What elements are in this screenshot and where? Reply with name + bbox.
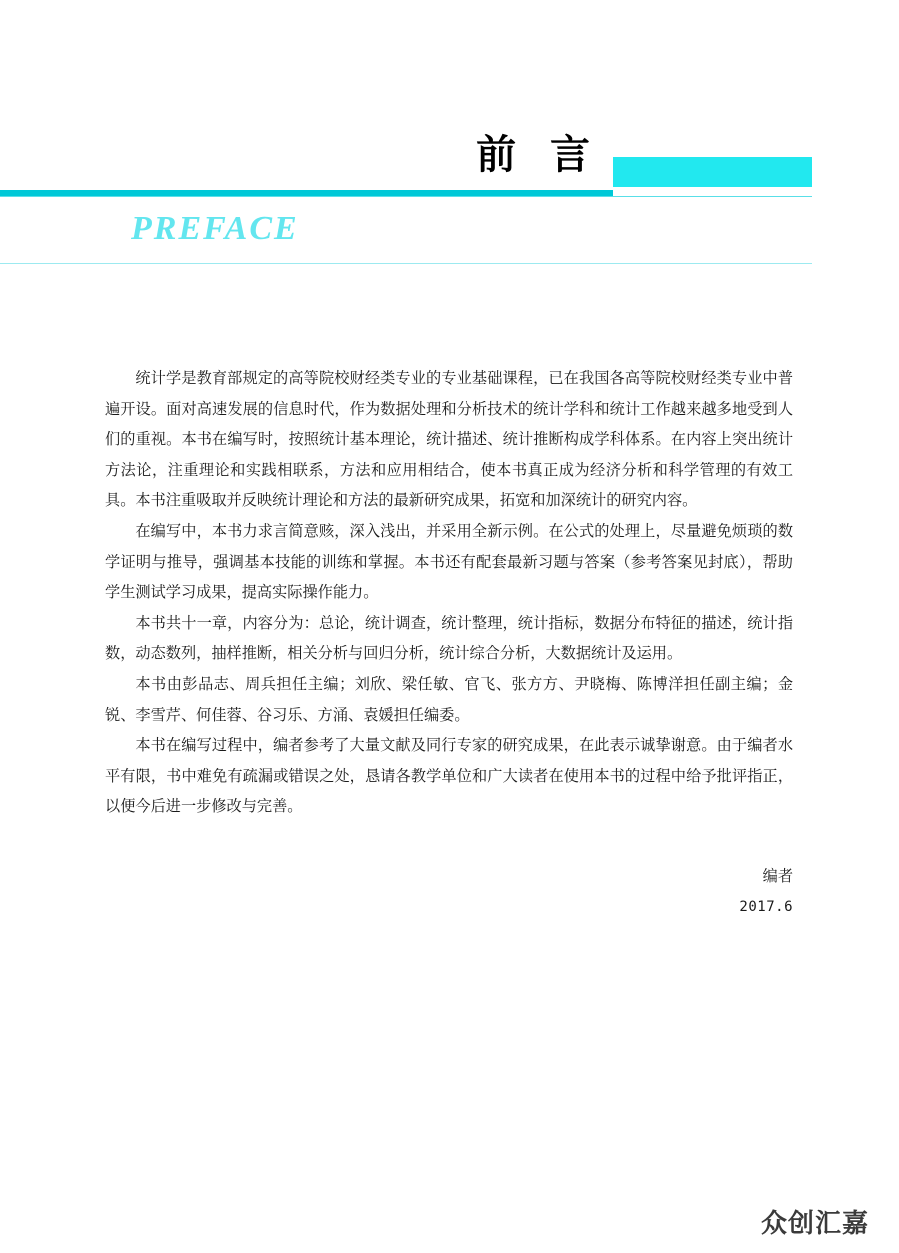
watermark-logo: 众创汇嘉 [760, 1209, 869, 1239]
paragraph-2: 在编写中，本书力求言简意赅，深入浅出，并采用全新示例。在公式的处理上，尽量避免烦琐的数学证明与推导，强调基本技能的训练和掌握。本书还有配套最新习题与答案（参考答案见封底），帮助学生测试学习成果，提高实际操作能力。 [105, 521, 793, 602]
paragraph-4: 本书由彭品志、周兵担任主编；刘欣、梁任敏、官飞、张方方、尹晓梅、陈博洋担任副主编；金锐、李雪芹、何佳蓉、谷习乐、方涌、袁媛担任编委。 [105, 674, 793, 724]
header-accent-bar [613, 157, 812, 187]
paragraph-3: 本书共十一章，内容分为：总论，统计调查，统计整理，统计指标，数据分布特征的描述，统计指数，动态数列，抽样推断，相关分析与回归分析，统计综合分析，大数据统计及运用。 [105, 613, 793, 663]
preface-body [105, 363, 793, 822]
header-rule-thin-bottom [0, 263, 812, 264]
paragraph-1: 统计学是教育部规定的高等院校财经类专业的专业基础课程，已在我国各高等院校财经类专业中普遍开设。面对高速发展的信息时代，作为数据处理和分析技术的统计学科和统计工作越来越多地受到人们的重视。本书在编写时，按照统计基本理论，统计描述、统计推断构成学科体系。在内容上突出统计方法论，注重理论和实践相联系，方法和应用相结合，使本书真正成为经济分析和科学管理的有效工具。本书注重吸取并反映统计理论和方法的最新研究成果，拓宽和加深统计的研究内容。 [105, 369, 793, 510]
paragraph-5: 本书在编写过程中，编者参考了大量文献及同行专家的研究成果，在此表示诚挚谢意。由于编者水平有限，书中难免有疏漏或错误之处，恳请各教学单位和广大读者在使用本书的过程中给予批评指正，以便今后进一步修改与完善。 [105, 736, 793, 816]
header-rule-thin-top [0, 196, 812, 197]
page-header [0, 128, 812, 265]
signature-block [105, 861, 793, 922]
signature-author: 编者 [762, 867, 793, 885]
signature-date: 2017.6 [739, 898, 793, 915]
page-title-cn: 前 言 [476, 132, 600, 178]
page-title-en: PREFACE [131, 210, 299, 247]
